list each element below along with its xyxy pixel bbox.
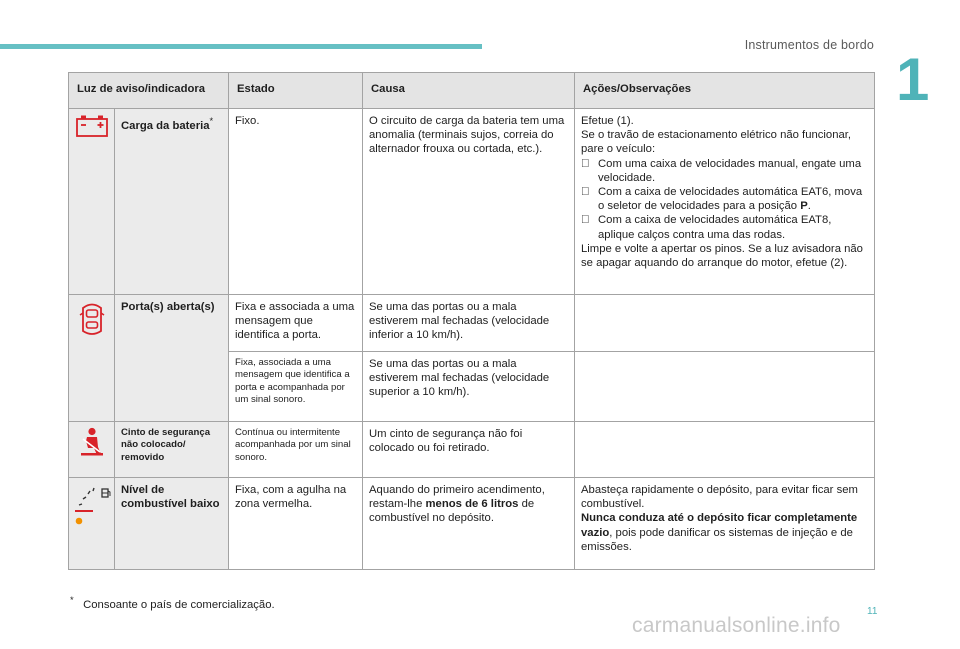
table-header-row: [69, 73, 875, 109]
state-cell: Contínua ou intermitente acompanhada por um sinal sonoro.: [229, 422, 363, 478]
battery-icon: [75, 129, 109, 141]
table-row: [69, 478, 875, 570]
bullet-item: Com a caixa de velocidades automática EAT6, mova o seletor de velocidades para a posição P.: [598, 186, 863, 213]
bullet-item: Com uma caixa de velocidades manual, engate uma velocidade.: [598, 157, 862, 184]
actions-cell: [575, 295, 875, 352]
state-cell: Fixa e associada a uma mensagem que identifica a porta.: [229, 295, 363, 352]
chapter-number: 1: [896, 46, 930, 113]
warning-lights-table: [68, 72, 875, 570]
watermark: carmanualsonline.info: [632, 614, 841, 637]
cause-cell: Aquando do primeiro acendimento, restam-lhe menos de 6 litros de combustível no depósito.: [363, 478, 575, 570]
fuel-level-icon: [73, 518, 113, 530]
icon-cell: [69, 422, 115, 478]
door-open-icon: [79, 329, 105, 341]
column-header-cause: Causa: [363, 73, 575, 109]
warning-name: Porta(s) aberta(s): [115, 295, 229, 422]
warning-name: Nível de combustível baixo: [115, 478, 229, 570]
seatbelt-icon: [79, 448, 105, 460]
actions-cell: [575, 422, 875, 478]
icon-cell: [69, 109, 115, 295]
icon-cell: [69, 478, 115, 570]
header-accent-bar: [0, 44, 482, 49]
actions-cell: [575, 352, 875, 422]
actions-cell: Efetue (1). Se o travão de estacionamento elétrico não funcionar, pare o veículo: Com uma caixa de velocidades manual, engate uma velocidade. Com a caixa de velocidades automática EAT6, mova o seletor de velocidades para a posição P. Com a caixa de velocidades automática EAT8, aplique calços contra uma das rodas. Limpe e volte a apertar os pinos. Se a luz avisadora não se apagar aquando do arranque do motor, efetue (2).: [575, 109, 875, 295]
column-header-state: Estado: [229, 73, 363, 109]
warning-name: Cinto de segurança não colocado/ removido: [115, 422, 229, 478]
footnote: * Consoante o país de comercialização.: [70, 594, 275, 611]
actions-cell: Abasteça rapidamente o depósito, para evitar ficar sem combustível. Nunca conduza até o depósito ficar completamente vazio, pois pode danificar os sistemas de injeção e de emissões.: [575, 478, 875, 570]
icon-cell: [69, 295, 115, 422]
page-number: 11: [867, 606, 878, 617]
column-header-actions: Ações/Observações: [575, 73, 875, 109]
table-row: [69, 422, 875, 478]
section-title: Instrumentos de bordo: [744, 38, 874, 52]
cause-cell: O circuito de carga da bateria tem uma anomalia (terminais sujos, correia do alternador frouxa ou cortada, etc.).: [363, 109, 575, 295]
state-cell: Fixa, com a agulha na zona vermelha.: [229, 478, 363, 570]
cause-cell: Se uma das portas ou a mala estiverem mal fechadas (velocidade superior a 10 km/h).: [363, 352, 575, 422]
table-row: [69, 295, 875, 352]
table-row: [69, 109, 875, 295]
column-header-warning-light: Luz de aviso/indicadora: [69, 73, 229, 109]
state-cell: Fixa, associada a uma mensagem que identifica a porta e acompanhada por um sinal sonoro.: [229, 352, 363, 422]
cause-cell: Se uma das portas ou a mala estiverem mal fechadas (velocidade inferior a 10 km/h).: [363, 295, 575, 352]
cause-cell: Um cinto de segurança não foi colocado ou foi retirado.: [363, 422, 575, 478]
bullet-item: Com a caixa de velocidades automática EAT8, aplique calços contra uma das rodas.: [598, 214, 832, 241]
warning-name: Carga da bateria*: [115, 109, 229, 295]
state-cell: Fixo.: [229, 109, 363, 295]
